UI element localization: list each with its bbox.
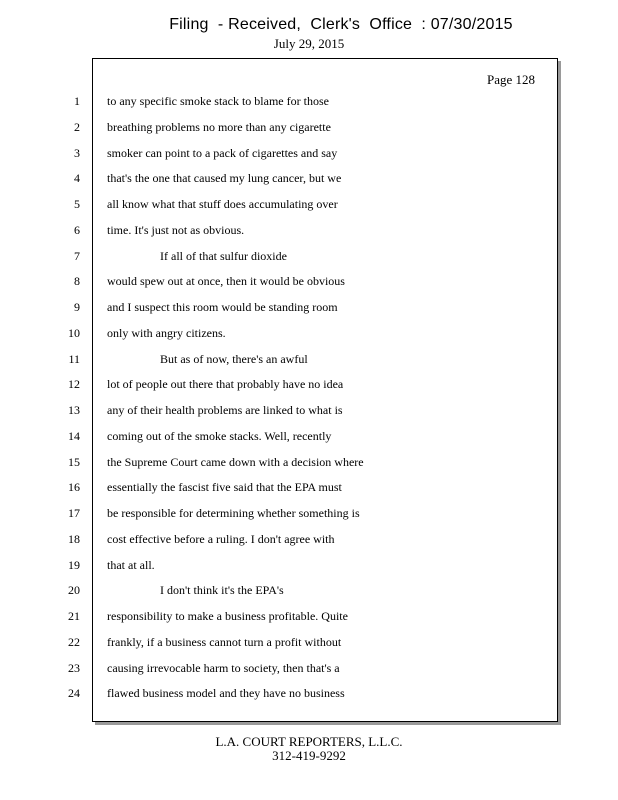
transcript-line: lot of people out there that probably have no idea [107, 377, 344, 391]
line-number: 10 [68, 326, 80, 340]
transcript-line: breathing problems no more than any cigarette [107, 120, 331, 134]
transcript-line: that at all. [107, 558, 155, 572]
transcript-line: If all of that sulfur dioxide [160, 249, 287, 263]
line-number: 7 [74, 249, 80, 263]
line-number: 3 [74, 146, 80, 160]
transcript-line: frankly, if a business cannot turn a profit without [107, 635, 342, 649]
page-number: Page 128 [486, 72, 535, 87]
line-number: 20 [68, 583, 80, 597]
transcript-line: I don't think it's the EPA's [160, 583, 284, 597]
line-number: 1 [74, 94, 80, 108]
transcript-line: only with angry citizens. [107, 326, 226, 340]
line-number: 2 [74, 120, 80, 134]
line-number: 19 [68, 558, 80, 572]
line-number: 24 [68, 686, 80, 700]
footer-reporter-name: L.A. COURT REPORTERS, L.L.C. [215, 734, 403, 749]
filing-stamp: Filing - Received, Clerk's Office : 07/30/2015 [169, 16, 513, 33]
line-number: 13 [68, 403, 80, 417]
line-number: 14 [68, 429, 80, 443]
line-number: 9 [74, 300, 80, 314]
line-number: 4 [74, 171, 80, 185]
line-number: 22 [68, 635, 80, 649]
transcript-line: essentially the fascist five said that the EPA must [107, 480, 342, 494]
transcript-line: responsibility to make a business profitable. Quite [107, 609, 348, 623]
line-number: 16 [68, 480, 80, 494]
transcript-line: and I suspect this room would be standing room [107, 300, 338, 314]
transcript-line: would spew out at once, then it would be obvious [107, 274, 345, 288]
transcript-line: cost effective before a ruling. I don't agree with [107, 532, 335, 546]
line-number: 15 [68, 455, 80, 469]
line-number: 8 [74, 274, 80, 288]
header-date: July 29, 2015 [273, 36, 345, 51]
transcript-line: the Supreme Court came down with a decision where [107, 455, 364, 469]
transcript-line: all know what that stuff does accumulating over [107, 197, 338, 211]
transcript-line: smoker can point to a pack of cigarettes and say [107, 146, 338, 160]
transcript-line: But as of now, there's an awful [160, 352, 308, 366]
transcript-line: time. It's just not as obvious. [107, 223, 245, 237]
transcript-line: any of their health problems are linked to what is [107, 403, 343, 417]
footer-phone: 312-419-9292 [272, 748, 346, 763]
transcript-line: to any specific smoke stack to blame for those [107, 94, 329, 108]
line-number: 5 [74, 197, 80, 211]
transcript-line: flawed business model and they have no business [107, 686, 345, 700]
line-number: 23 [68, 661, 80, 675]
line-number: 21 [68, 609, 80, 623]
line-number: 6 [74, 223, 80, 237]
line-number: 11 [68, 352, 80, 366]
line-number: 18 [68, 532, 80, 546]
transcript-line: be responsible for determining whether something is [107, 506, 360, 520]
line-number: 12 [68, 377, 80, 391]
transcript-line: coming out of the smoke stacks. Well, recently [107, 429, 332, 443]
transcript-line: that's the one that caused my lung cancer, but we [107, 171, 342, 185]
line-number: 17 [68, 506, 80, 520]
transcript-line: causing irrevocable harm to society, then that's a [107, 661, 340, 675]
